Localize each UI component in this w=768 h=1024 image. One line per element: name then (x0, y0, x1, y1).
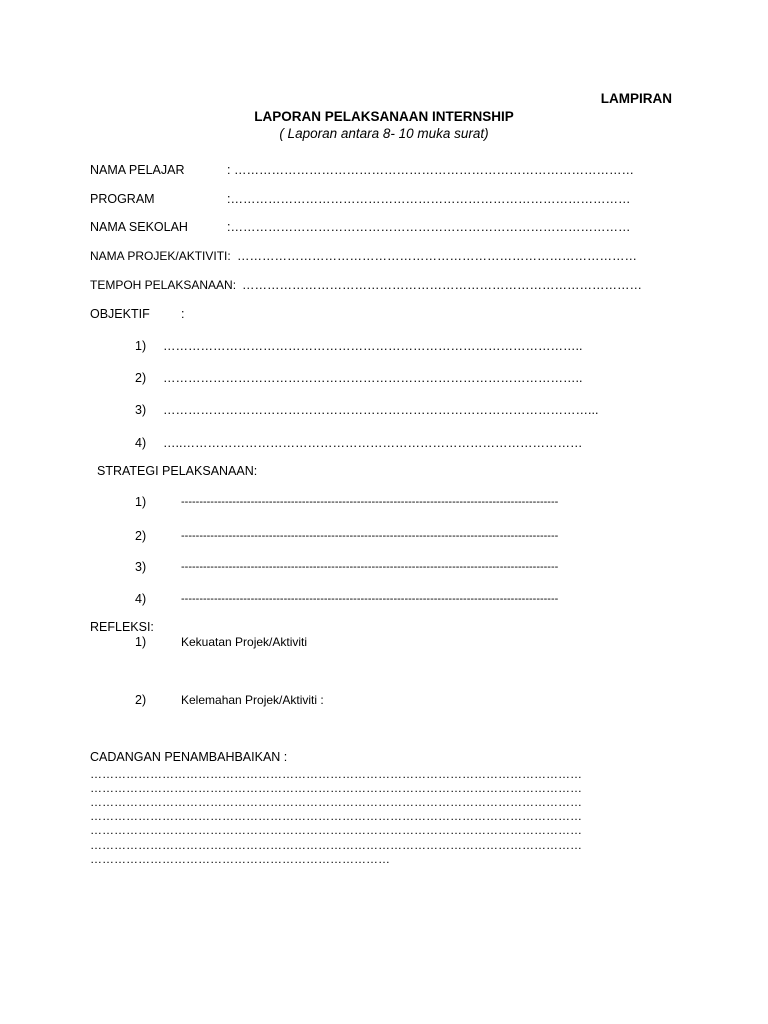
refleksi-text-kelemahan: Kelemahan Projek/Aktiviti : (181, 693, 324, 707)
field-value-nama-projek: …………………………………………………………………………………… (237, 249, 637, 263)
strategi-num-3: 3) (135, 560, 147, 574)
strategi-num-1: 1) (135, 495, 147, 509)
cadangan-line-7: ………………………………………………………………… (90, 852, 390, 866)
objektif-line-4: …..…………………………………………………………………………………… (163, 436, 583, 450)
objektif-label: OBJEKTIF (90, 307, 150, 321)
strategi-num-4: 4) (135, 592, 147, 606)
objektif-num-4: 4) (135, 436, 147, 450)
strategi-line-3: ------------------------------------------------------------------------------------------------------- (181, 561, 559, 573)
refleksi-label: REFLEKSI: (90, 620, 154, 634)
field-label-nama-sekolah: NAMA SEKOLAH (90, 220, 188, 234)
objektif-line-3: …………………………………………………………………………………………... (163, 403, 599, 417)
field-label-tempoh: TEMPOH PELAKSANAAN: (90, 278, 237, 292)
field-value-program: :…………………………………………………………………………………… (227, 192, 631, 206)
cadangan-line-5: …………………………………………………………………………………………………………… (90, 823, 582, 837)
field-value-tempoh: …………………………………………………………………………………… (242, 278, 642, 292)
objektif-num-2: 2) (135, 371, 147, 385)
field-value-nama-pelajar: : …………………………………………………………………………………… (227, 163, 634, 177)
appendix-label: LAMPIRAN (600, 91, 672, 106)
cadangan-line-3: …………………………………………………………………………………………………………… (90, 795, 582, 809)
field-label-program: PROGRAM (90, 192, 155, 206)
strategi-line-4: ------------------------------------------------------------------------------------------------------- (181, 593, 559, 605)
field-label-nama-pelajar: NAMA PELAJAR (90, 163, 185, 177)
cadangan-line-1: …………………………………………………………………………………………………………… (90, 767, 582, 781)
objektif-line-2: ……………………………………………………………………………………….. (163, 371, 583, 385)
strategi-line-2: ------------------------------------------------------------------------------------------------------- (181, 530, 559, 542)
objektif-colon: : (181, 307, 185, 321)
objektif-num-3: 3) (135, 403, 147, 417)
field-label-nama-projek: NAMA PROJEK/AKTIVITI: (90, 249, 231, 263)
document-title: LAPORAN PELAKSANAAN INTERNSHIP (254, 109, 514, 124)
objektif-num-1: 1) (135, 339, 147, 353)
document-subtitle: ( Laporan antara 8- 10 muka surat) (279, 126, 489, 141)
refleksi-text-kekuatan: Kekuatan Projek/Aktiviti (181, 635, 308, 649)
strategi-line-1: ------------------------------------------------------------------------------------------------------- (181, 496, 559, 508)
refleksi-num-1: 1) (135, 635, 147, 649)
field-value-nama-sekolah: :…………………………………………………………………………………… (227, 220, 631, 234)
refleksi-num-2: 2) (135, 693, 147, 707)
cadangan-label: CADANGAN PENAMBAHBAIKAN : (90, 750, 288, 764)
cadangan-line-4: …………………………………………………………………………………………………………… (90, 809, 582, 823)
cadangan-line-2: …………………………………………………………………………………………………………… (90, 781, 582, 795)
objektif-line-1: ……………………………………………………………………………………….. (163, 339, 583, 353)
strategi-label: STRATEGI PELAKSANAAN: (97, 464, 258, 478)
cadangan-line-6: …………………………………………………………………………………………………………… (90, 838, 582, 852)
strategi-num-2: 2) (135, 529, 147, 543)
